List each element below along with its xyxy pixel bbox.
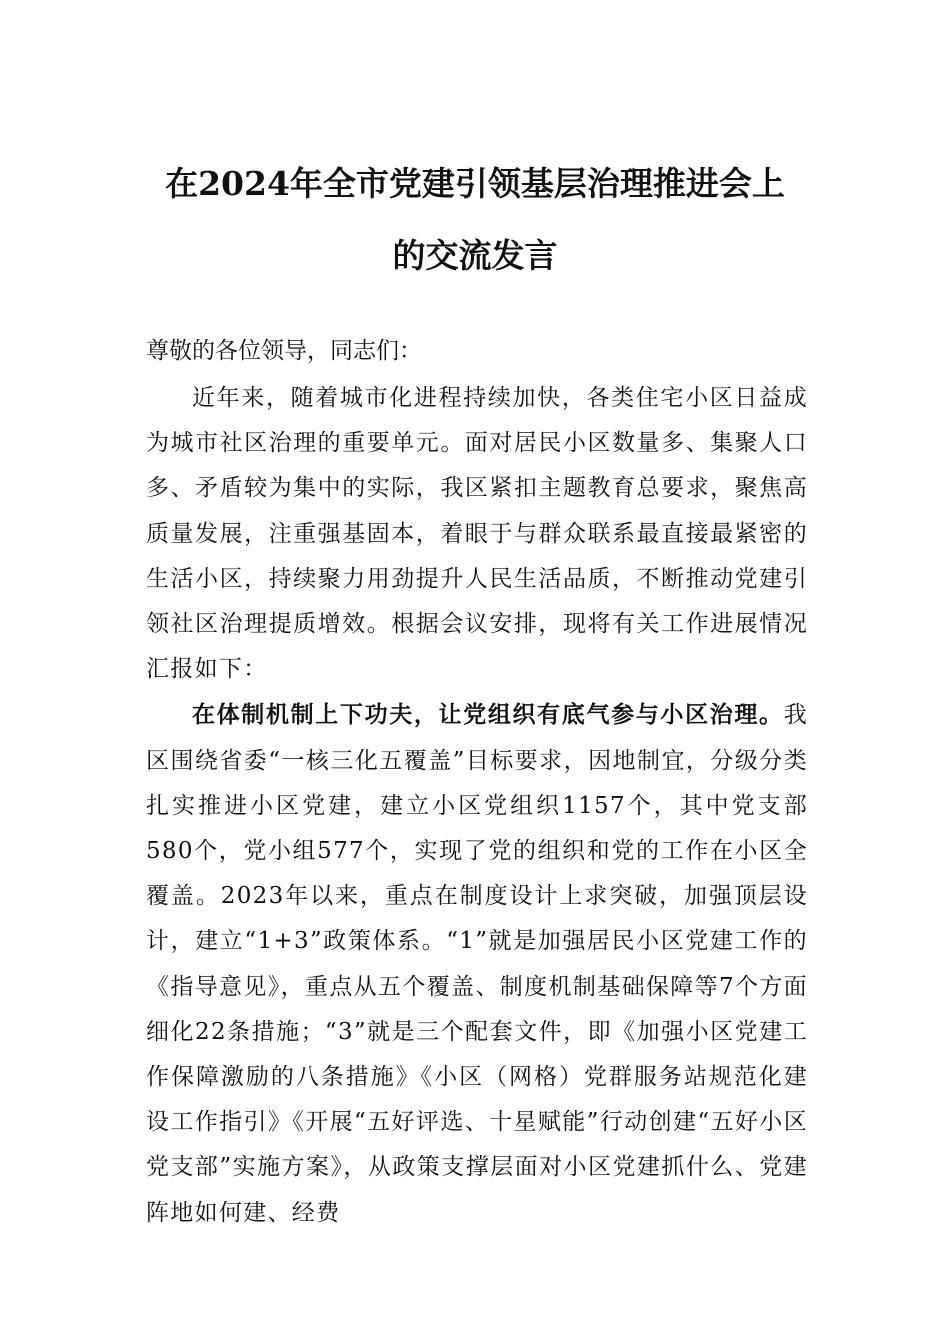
document-body: [146, 375, 808, 1236]
title-line-1: 在2024年全市党建引领基层治理推进会上: [165, 164, 785, 203]
document-title: [140, 148, 810, 292]
paragraph-section-1: [146, 692, 808, 1235]
title-line-2: 的交流发言: [392, 236, 558, 275]
paragraph-text: 近年来，随着城市化进程持续加快，各类住宅小区日益成为城市社区治理的重要单元。面对居民小区数量多、集聚人口多、矛盾较为集中的实际，我区紧扣主题教育总要求，聚焦高质量发展，注重强基固本，着眼于与群众联系最直接最紧密的生活小区，持续聚力用劲提升人民生活品质，不断推动党建引领社区治理提质增效。根据会议安排，现将有关工作进展情况汇报如下：: [146, 385, 808, 683]
salutation: 尊敬的各位领导，同志们：: [146, 338, 422, 364]
paragraph-intro: [146, 375, 808, 692]
paragraph-lead: 在体制机制上下功夫，让党组织有底气参与小区治理。: [192, 701, 784, 729]
paragraph-text: 我区围绕省委“一核三化五覆盖”目标要求，因地制宜，分级分类扎实推进小区党建，建立小区党组织1157个，其中党支部580个，党小组577个，实现了党的组织和党的工作在小区全覆盖。2023年以来，重点在制度设计上求突破，加强顶层设计，建立“1+3”政策体系。“1”就是加强居民小区党建工作的《指导意见》，重点从五个覆盖、制度机制基础保障等7个方面细化22条措施；“3”就是三个配套文件，即《加强小区党建工作保障激励的八条措施》《小区（网格）党群服务站规范化建设工作指引》《开展“五好评选、十星赋能”行动创建“五好小区党支部”实施方案》，从政策支撑层面对小区党建抓什么、党建阵地如何建、经费: [146, 702, 808, 1226]
